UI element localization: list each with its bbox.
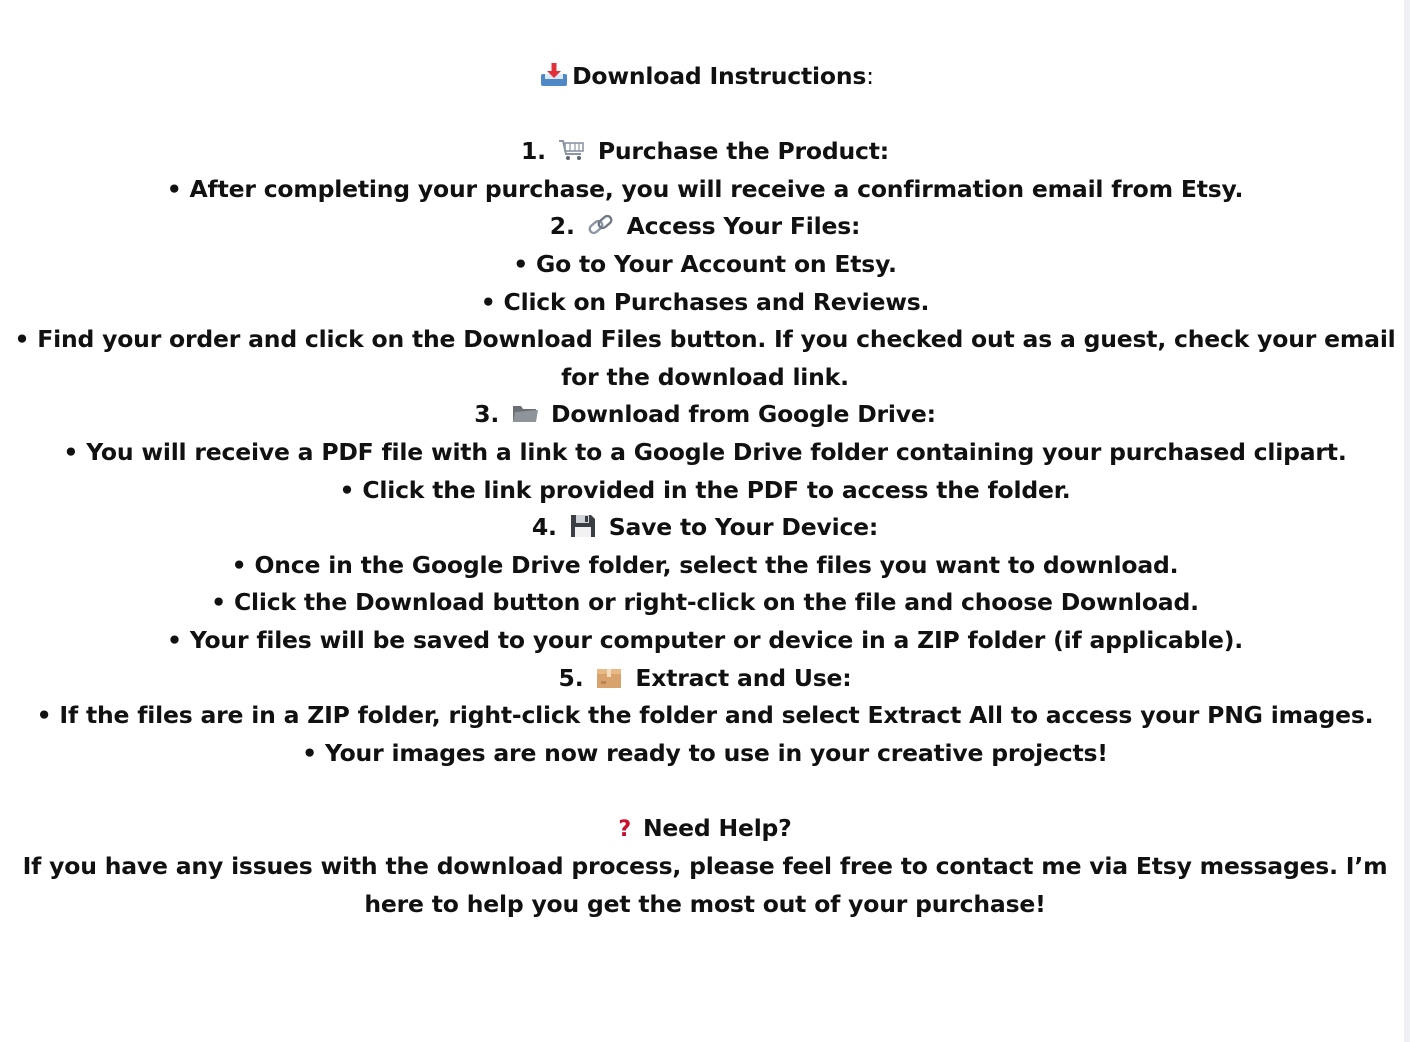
step-4-bullet-1: • Once in the Google Drive folder, select the files you want to download. xyxy=(231,550,1179,579)
title-text: Download Instructions xyxy=(572,62,867,90)
step-2-heading xyxy=(14,208,1396,246)
step-heading-text: Download from Google Drive: xyxy=(551,400,936,429)
step-4-heading xyxy=(14,509,1396,547)
title-colon: : xyxy=(866,62,874,90)
page-right-edge xyxy=(1404,0,1410,1042)
inbox-tray-icon xyxy=(540,63,568,87)
shopping-cart-icon xyxy=(558,138,586,162)
step-number: 3. xyxy=(474,400,500,429)
step-5-bullet-1: • If the files are in a ZIP folder, right-click the folder and select Extract All to access your PNG images. xyxy=(36,701,1374,730)
package-box-icon xyxy=(595,665,623,689)
step-1-bullet-1: • After completing your purchase, you will receive a confirmation email from Etsy. xyxy=(166,174,1244,203)
help-heading-text: Need Help? xyxy=(642,813,792,842)
step-1-heading xyxy=(14,133,1396,171)
help-line-2: here to help you get the most out of your purchase! xyxy=(364,890,1046,919)
help-line-1: If you have any issues with the download process, please feel free to contact me via Etsy messages. I’m xyxy=(22,852,1388,881)
step-2-bullet-3: • Find your order and click on the Download Files button. If you checked out as a guest, check your email xyxy=(14,325,1396,354)
spacer xyxy=(14,772,1396,810)
step-heading-text: Extract and Use: xyxy=(635,663,852,692)
step-heading-text: Purchase the Product: xyxy=(597,137,889,166)
question-mark-icon: ? xyxy=(618,816,631,842)
spacer xyxy=(14,96,1396,134)
step-3-bullet-1: • You will receive a PDF file with a link to a Google Drive folder containing your purchased clipart. xyxy=(63,437,1347,466)
link-icon xyxy=(587,213,615,237)
floppy-disk-icon xyxy=(569,514,597,538)
step-number: 4. xyxy=(531,513,557,542)
step-4-bullet-2: • Click the Download button or right-click on the file and choose Download. xyxy=(211,588,1199,617)
step-3-heading xyxy=(14,396,1396,434)
step-number: 5. xyxy=(558,663,584,692)
document-title xyxy=(14,58,1396,96)
step-number: 2. xyxy=(549,212,575,241)
step-4-bullet-3: • Your files will be saved to your computer or device in a ZIP folder (if applicable). xyxy=(167,625,1243,654)
folder-icon xyxy=(511,401,539,425)
step-2-bullet-1: • Go to Your Account on Etsy. xyxy=(513,249,897,278)
help-heading xyxy=(14,810,1396,849)
step-3-bullet-2: • Click the link provided in the PDF to access the folder. xyxy=(339,475,1071,504)
step-5-bullet-2: • Your images are now ready to use in your creative projects! xyxy=(302,738,1108,767)
step-5-heading xyxy=(14,660,1396,698)
download-instructions-document xyxy=(14,58,1396,924)
step-number: 1. xyxy=(521,137,546,166)
step-2-bullet-2: • Click on Purchases and Reviews. xyxy=(480,287,930,316)
step-2-bullet-3-continued: for the download link. xyxy=(561,362,849,391)
step-heading-text: Save to Your Device: xyxy=(608,513,879,542)
step-heading-text: Access Your Files: xyxy=(626,212,861,241)
